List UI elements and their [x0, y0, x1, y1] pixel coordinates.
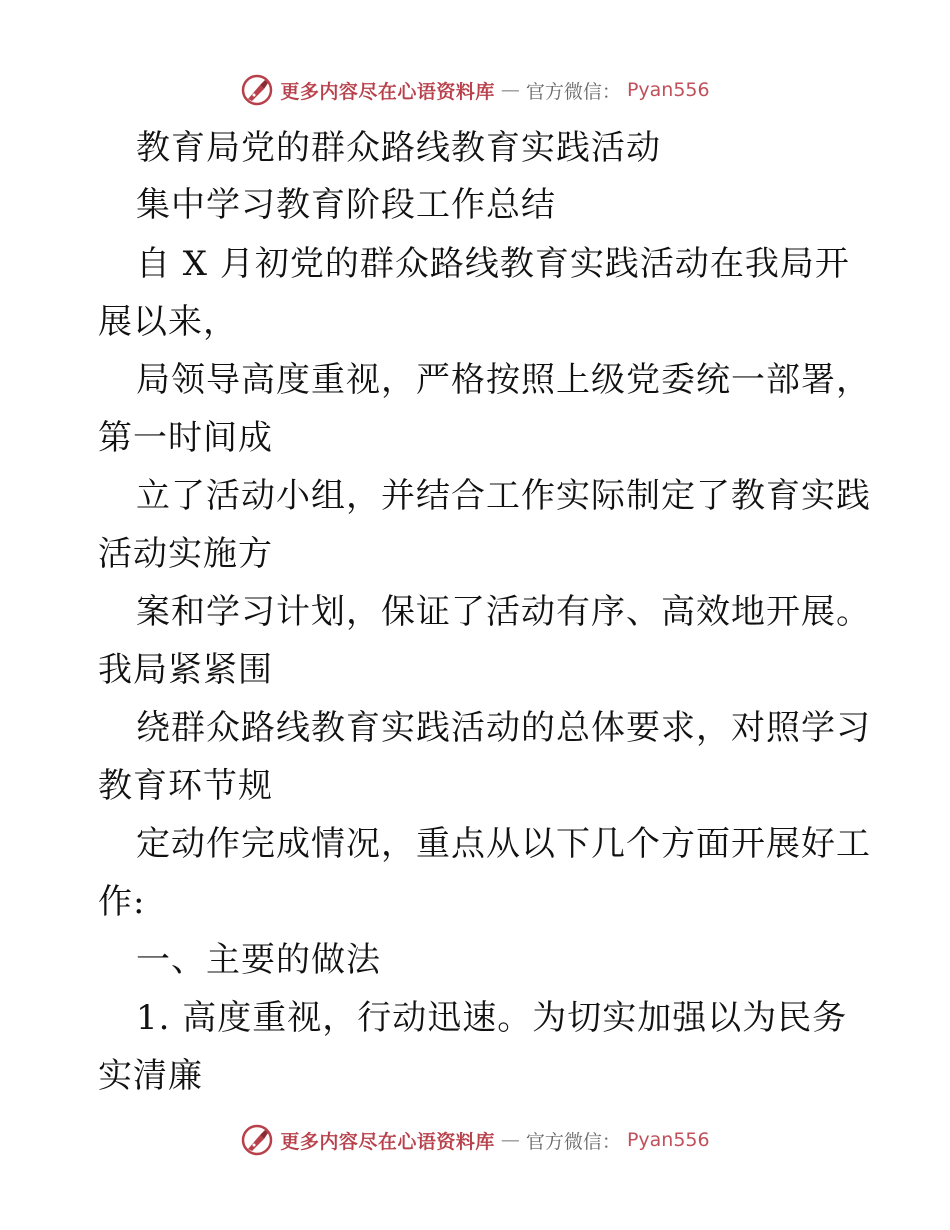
doc-text-line: 案和学习计划，保证了活动有序、高效地开展。 [136, 592, 871, 632]
banner-wechat-id: Pyan556 [626, 1129, 710, 1151]
doc-text-line: 局领导高度重视，严格按照上级党委统一部署， [136, 360, 871, 400]
doc-text-line: 展以来， [98, 302, 238, 342]
doc-text-line: 第一时间成 [98, 418, 273, 458]
doc-title-line-1: 教育局党的群众路线教育实践活动 [136, 128, 661, 168]
doc-text-line: 立了活动小组，并结合工作实际制定了教育实践 [136, 476, 871, 516]
doc-text-line: 我局紧紧围 [98, 650, 273, 690]
doc-section-heading: 一、主要的做法 [136, 940, 381, 980]
doc-text-line: 实清廉 [98, 1056, 203, 1096]
banner-wechat-label: 官方微信： [525, 1130, 621, 1153]
banner-text: 更多内容尽在心语资料库 [280, 80, 495, 103]
doc-text-line: 作: [98, 882, 146, 922]
banner-wechat-id: Pyan556 [626, 79, 710, 101]
doc-text-line: 自 X 月初党的群众路线教育实践活动在我局开 [136, 244, 850, 284]
pen-nib-logo-icon [240, 1123, 274, 1157]
doc-text-line: 教育环节规 [98, 766, 273, 806]
doc-text-line: 定动作完成情况，重点从以下几个方面开展好工 [136, 824, 871, 864]
banner-text: 更多内容尽在心语资料库 [280, 1130, 495, 1153]
doc-text-line: 活动实施方 [98, 534, 273, 574]
footer-banner [0, 1120, 950, 1160]
banner-dash: — [500, 1129, 520, 1151]
banner-dash: — [500, 79, 520, 101]
doc-text-line: 绕群众路线教育实践活动的总体要求，对照学习 [136, 708, 871, 748]
doc-text-line: 1. 高度重视，行动迅速。为切实加强以为民务 [136, 998, 848, 1038]
doc-title-line-2: 集中学习教育阶段工作总结 [136, 185, 556, 225]
banner-wechat-label: 官方微信： [525, 80, 621, 103]
